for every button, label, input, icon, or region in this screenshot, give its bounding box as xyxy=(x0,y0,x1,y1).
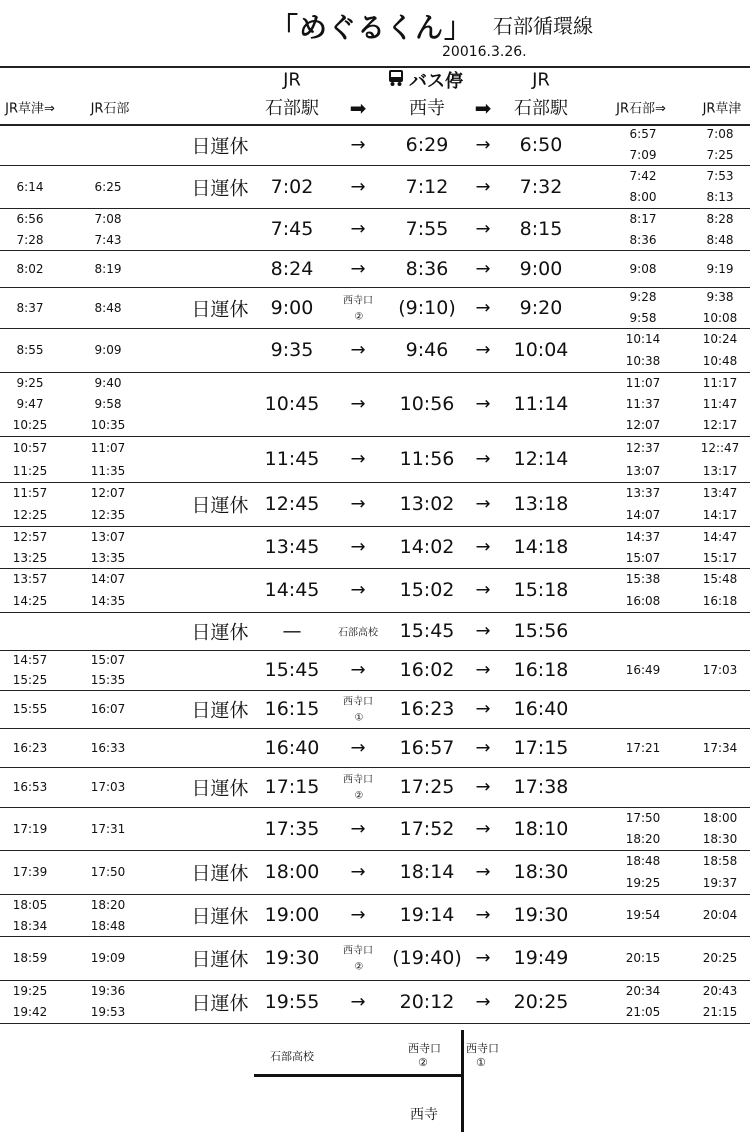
row-nishidera-time: 7:12 xyxy=(405,175,449,198)
row-arrow-2: → xyxy=(475,134,491,155)
row-ir: 16:49 xyxy=(625,663,661,677)
row-ishibe-arrival: 16:40 xyxy=(513,698,569,720)
col-header-jr-ishibe-right: JR石部⇒ xyxy=(616,101,666,117)
row-ishibe-departure: 17:15 xyxy=(264,776,320,798)
row-kr: 14:17 xyxy=(702,508,738,522)
row-no-sunday-note: 日運休 xyxy=(191,135,249,157)
row-ir: 8:36 xyxy=(629,232,657,247)
row-no-sunday-note: 日運休 xyxy=(191,862,249,885)
route-map xyxy=(240,1028,520,1132)
row-il: 19:36 xyxy=(90,983,126,998)
table-row-rule xyxy=(0,526,750,527)
row-ir: 17:21 xyxy=(625,740,661,755)
row-kr: 13:17 xyxy=(702,463,738,478)
row-kl: 17:39 xyxy=(12,865,48,879)
row-kl: 17:19 xyxy=(12,821,48,836)
row-kr: 16:18 xyxy=(702,594,738,608)
row-kl: 18:34 xyxy=(12,918,48,933)
row-arrow-1: → xyxy=(350,448,366,470)
table-row-rule xyxy=(0,936,750,937)
row-arrow-2: → xyxy=(475,737,491,758)
row-nishidera-time: 11:56 xyxy=(399,448,455,470)
row-ishibe-arrival: 18:10 xyxy=(513,817,569,840)
row-ishibe-departure: 12:45 xyxy=(264,493,320,515)
row-il: 14:07 xyxy=(90,572,126,586)
col-header-jr: JR xyxy=(283,69,301,91)
row-arrow-2: → xyxy=(475,258,491,279)
row-il: 10:35 xyxy=(90,418,126,433)
row-ishibe-arrival: 7:32 xyxy=(519,175,563,198)
row-arrow-2: → xyxy=(475,991,491,1012)
row-kr: 20:25 xyxy=(702,951,738,965)
row-arrow-1: → xyxy=(350,393,366,415)
table-row-rule xyxy=(0,1023,750,1024)
table-row-rule xyxy=(0,208,750,209)
row-kl: 8:37 xyxy=(16,300,44,315)
row-no-sunday-note: 日運休 xyxy=(191,177,249,199)
row-kl: 12:57 xyxy=(12,529,48,544)
row-ir: 7:42 xyxy=(629,168,657,183)
row-kl: 16:53 xyxy=(12,780,48,794)
row-il: 13:07 xyxy=(90,529,126,544)
row-nishidera-time: 19:14 xyxy=(399,904,455,926)
row-arrow-2: → xyxy=(475,579,491,601)
row-via-stop-name: 石部高校 xyxy=(338,627,378,639)
row-ishibe-arrival: 9:20 xyxy=(519,296,563,319)
row-kl: 13:57 xyxy=(12,572,48,586)
row-kr: 15:48 xyxy=(702,572,738,586)
row-kr: 7:08 xyxy=(706,127,734,142)
col-header-jr-ishibe-left: JR石部 xyxy=(90,101,130,117)
row-kl: 15:55 xyxy=(12,702,48,716)
col-header-ishibe-station: 石部駅 xyxy=(265,98,319,119)
row-arrow-2: → xyxy=(475,536,491,558)
row-il: 17:50 xyxy=(90,865,126,879)
row-arrow-2: → xyxy=(475,493,491,515)
row-il: 15:07 xyxy=(90,653,126,667)
table-row-rule xyxy=(0,287,750,288)
row-ishibe-departure: 19:55 xyxy=(264,990,320,1013)
row-kl: 9:25 xyxy=(16,375,44,390)
row-kr: 7:25 xyxy=(706,147,734,162)
row-ishibe-departure: 17:35 xyxy=(264,817,320,840)
row-nishidera-time: 15:02 xyxy=(399,579,455,601)
row-ir: 6:57 xyxy=(629,127,657,142)
row-ishibe-arrival: 18:30 xyxy=(513,861,569,883)
row-kr: 9:38 xyxy=(706,290,734,305)
row-arrow-1: → xyxy=(350,493,366,515)
row-nishidera-time: 8:36 xyxy=(405,257,449,280)
row-ir: 10:38 xyxy=(625,354,661,368)
row-ishibe-arrival: 11:14 xyxy=(513,393,569,415)
row-kr: 14:47 xyxy=(702,529,738,544)
row-via-stop-number: ② xyxy=(354,961,364,973)
row-ir: 9:58 xyxy=(629,310,657,325)
row-arrow-2: → xyxy=(475,339,491,361)
row-ishibe-arrival: 6:50 xyxy=(519,133,563,156)
row-kr: 20:43 xyxy=(702,983,738,998)
row-kr: 13:47 xyxy=(702,486,738,500)
row-ishibe-departure: 19:00 xyxy=(264,904,320,926)
row-no-sunday-note: 日運休 xyxy=(191,298,249,320)
row-nishidera-time: 18:14 xyxy=(399,861,455,883)
row-ir: 17:50 xyxy=(625,810,661,825)
row-ir: 21:05 xyxy=(625,1005,661,1020)
header-arrow-2: ➡ xyxy=(474,96,492,120)
table-row-rule xyxy=(0,690,750,691)
row-ir: 20:34 xyxy=(625,983,661,998)
row-ir: 18:48 xyxy=(625,854,661,868)
row-ishibe-departure: 15:45 xyxy=(264,659,320,681)
row-arrow-1: → xyxy=(350,904,366,926)
row-ishibe-arrival: 16:18 xyxy=(513,659,569,681)
row-no-sunday-note: 日運休 xyxy=(191,992,249,1014)
row-arrow-2: → xyxy=(475,698,491,720)
row-via-stop-name: 西寺口 xyxy=(343,696,373,708)
table-row-rule xyxy=(0,894,750,895)
row-kr: 10:24 xyxy=(702,332,738,346)
row-il: 18:48 xyxy=(90,918,126,933)
row-il: 11:07 xyxy=(90,440,126,455)
row-arrow-1: → xyxy=(350,737,366,758)
row-kl: 15:25 xyxy=(12,673,48,687)
row-il: 12:35 xyxy=(90,508,126,522)
row-il: 8:19 xyxy=(94,261,122,276)
col-header-jr-kusatsu-left: JR草津⇒ xyxy=(5,101,55,117)
row-ishibe-departure: 11:45 xyxy=(264,448,320,470)
row-kl: 6:56 xyxy=(16,211,44,226)
row-nishidera-time: 17:25 xyxy=(399,776,455,798)
map-label-nishideraguchi-2: 西寺口 xyxy=(408,1042,441,1055)
row-ir: 9:08 xyxy=(629,261,657,276)
map-label-nishideraguchi-1: 西寺口 xyxy=(466,1042,499,1055)
table-row-rule xyxy=(0,650,750,651)
row-kl: 14:57 xyxy=(12,653,48,667)
row-kr: 18:00 xyxy=(702,810,738,825)
row-nishidera-time: 15:45 xyxy=(399,620,455,642)
row-ir: 20:15 xyxy=(625,951,661,965)
row-ir: 13:07 xyxy=(625,463,661,478)
row-ishibe-departure: 16:15 xyxy=(264,698,320,720)
row-arrow-2: → xyxy=(475,904,491,926)
row-ishibe-departure: 18:00 xyxy=(264,861,320,883)
row-kr: 10:48 xyxy=(702,354,738,368)
row-ir: 8:17 xyxy=(629,211,657,226)
row-nishidera-time: 6:29 xyxy=(405,133,449,156)
col-header-jr-right: JR xyxy=(532,69,550,91)
row-ishibe-departure: 9:00 xyxy=(270,296,314,319)
row-kl: 11:25 xyxy=(12,463,48,478)
row-ir: 8:00 xyxy=(629,190,657,205)
row-kr: 17:34 xyxy=(702,740,738,755)
map-label-ishibe-high: 石部高校 xyxy=(270,1050,314,1063)
row-via-stop-name: 西寺口 xyxy=(343,774,373,786)
row-kl: 18:59 xyxy=(12,951,48,965)
row-ir: 18:20 xyxy=(625,832,661,847)
row-nishidera-time: 16:02 xyxy=(399,659,455,681)
row-il: 19:53 xyxy=(90,1005,126,1020)
row-il: 18:20 xyxy=(90,897,126,912)
map-stop-2: ② xyxy=(418,1056,428,1069)
row-ir: 15:07 xyxy=(625,550,661,565)
row-kr: 21:15 xyxy=(702,1005,738,1020)
row-kl: 10:25 xyxy=(12,418,48,433)
row-il: 9:09 xyxy=(94,343,122,357)
row-nishidera-time: 17:52 xyxy=(399,817,455,840)
row-nishidera-time: 16:23 xyxy=(399,698,455,720)
col-header-bus-stop: バス停 xyxy=(409,71,463,92)
row-arrow-1: → xyxy=(350,818,366,839)
row-kr: 20:04 xyxy=(702,908,738,922)
row-nishidera-time: 7:55 xyxy=(405,218,449,240)
row-kr: 8:28 xyxy=(706,211,734,226)
row-kl: 16:23 xyxy=(12,740,48,755)
row-arrow-1: → xyxy=(350,991,366,1012)
row-il: 7:43 xyxy=(94,232,122,247)
row-no-sunday-note: 日運休 xyxy=(191,777,249,800)
row-via-stop-number: ② xyxy=(354,790,364,802)
row-kr: 17:03 xyxy=(702,663,738,677)
row-il: 16:33 xyxy=(90,740,126,755)
row-kr: 18:30 xyxy=(702,832,738,847)
row-ir: 10:14 xyxy=(625,332,661,346)
row-ir: 19:54 xyxy=(625,908,661,922)
row-no-sunday-note: 日運休 xyxy=(191,905,249,928)
row-arrow-2: → xyxy=(475,776,491,798)
row-kr: 19:37 xyxy=(702,876,738,890)
table-row-rule xyxy=(0,807,750,808)
row-kl: 18:05 xyxy=(12,897,48,912)
table-row-rule xyxy=(0,568,750,569)
row-ir: 14:07 xyxy=(625,508,661,522)
row-no-sunday-note: 日運休 xyxy=(191,621,249,644)
header-rule xyxy=(0,124,750,126)
table-row-rule xyxy=(0,850,750,851)
row-nishidera-time: 14:02 xyxy=(399,536,455,558)
row-arrow-1: → xyxy=(350,218,366,240)
row-kl: 9:47 xyxy=(16,397,44,411)
row-arrow-1: → xyxy=(350,134,366,155)
row-ishibe-arrival: 19:49 xyxy=(513,947,569,969)
row-arrow-2: → xyxy=(475,620,491,642)
row-kl: 19:42 xyxy=(12,1005,48,1020)
table-row-rule xyxy=(0,728,750,729)
row-il: 17:31 xyxy=(90,821,126,836)
road-horizontal xyxy=(254,1074,464,1077)
row-kl: 10:57 xyxy=(12,440,48,455)
row-nishidera-time: 16:57 xyxy=(399,736,455,759)
row-kr: 7:53 xyxy=(706,168,734,183)
row-ir: 9:28 xyxy=(629,290,657,305)
row-ishibe-departure: 14:45 xyxy=(264,579,320,601)
row-arrow-2: → xyxy=(475,176,491,197)
row-arrow-1: → xyxy=(350,258,366,279)
row-ishibe-arrival: 12:14 xyxy=(513,448,569,470)
row-ishibe-arrival: 15:56 xyxy=(513,620,569,642)
row-via-stop-number: ① xyxy=(354,712,364,724)
row-ishibe-arrival: 9:00 xyxy=(519,257,563,280)
table-rule xyxy=(0,66,750,68)
revision-date: 20016.3.26. xyxy=(442,44,527,60)
row-arrow-2: → xyxy=(475,218,491,240)
row-nishidera-time: (19:40) xyxy=(392,947,462,969)
row-no-sunday-note: 日運休 xyxy=(191,948,249,971)
row-kl: 11:57 xyxy=(12,486,48,500)
row-via-stop-name: 西寺口 xyxy=(343,295,373,306)
row-kl: 13:25 xyxy=(12,550,48,565)
row-ishibe-arrival: 10:04 xyxy=(513,339,569,361)
row-ishibe-departure: 13:45 xyxy=(264,536,320,558)
row-il: 17:03 xyxy=(90,780,126,794)
timetable xyxy=(0,66,750,1020)
row-ishibe-arrival: 20:25 xyxy=(513,990,569,1013)
table-row-rule xyxy=(0,436,750,437)
row-nishidera-time: 10:56 xyxy=(399,393,455,415)
col-header-jr-kusatsu-right: JR草津 xyxy=(702,101,742,117)
row-arrow-1: → xyxy=(350,176,366,197)
row-il: 19:09 xyxy=(90,951,126,965)
row-il: 6:25 xyxy=(94,179,122,194)
col-header-nishidera: 西寺 xyxy=(409,98,445,119)
table-row-rule xyxy=(0,767,750,768)
row-kl: 6:14 xyxy=(16,179,44,194)
row-ishibe-arrival: 19:30 xyxy=(513,904,569,926)
row-ir: 19:25 xyxy=(625,876,661,890)
row-arrow-2: → xyxy=(475,448,491,470)
row-kr: 12::47 xyxy=(700,440,740,455)
row-kr: 11:47 xyxy=(702,397,738,411)
row-kr: 8:48 xyxy=(706,232,734,247)
row-il: 15:35 xyxy=(90,673,126,687)
table-row-rule xyxy=(0,165,750,166)
table-row-rule xyxy=(0,328,750,329)
row-ir: 13:37 xyxy=(625,486,661,500)
row-arrow-1: → xyxy=(350,659,366,681)
row-il: 13:35 xyxy=(90,550,126,565)
row-no-sunday-note: 日運休 xyxy=(191,494,249,517)
row-ishibe-departure: 10:45 xyxy=(264,393,320,415)
row-kr: 9:19 xyxy=(706,261,734,276)
row-kl: 8:55 xyxy=(16,343,44,357)
header-arrow-1: ➡ xyxy=(349,96,367,120)
row-il: 14:35 xyxy=(90,594,126,608)
table-row-rule xyxy=(0,612,750,613)
row-kr: 15:17 xyxy=(702,550,738,565)
row-arrow-2: → xyxy=(475,818,491,839)
row-arrow-2: → xyxy=(475,659,491,681)
row-nishidera-time: 13:02 xyxy=(399,493,455,515)
row-ir: 7:09 xyxy=(629,147,657,162)
row-ir: 15:38 xyxy=(625,572,661,586)
row-il: 7:08 xyxy=(94,211,122,226)
col-header-ishibe-station-right: 石部駅 xyxy=(514,98,568,119)
row-kl: 12:25 xyxy=(12,508,48,522)
row-kl: 14:25 xyxy=(12,594,48,608)
row-ir: 14:37 xyxy=(625,529,661,544)
row-kl: 7:28 xyxy=(16,232,44,247)
row-kr: 8:13 xyxy=(706,190,734,205)
road-vertical xyxy=(461,1030,464,1132)
table-row-rule xyxy=(0,250,750,251)
row-il: 11:35 xyxy=(90,463,126,478)
row-kl: 19:25 xyxy=(12,983,48,998)
row-ishibe-departure: 9:35 xyxy=(270,339,314,361)
row-ishibe-arrival: 13:18 xyxy=(513,493,569,515)
row-ir: 12:07 xyxy=(625,418,661,433)
table-row-rule xyxy=(0,372,750,373)
map-label-nishidera: 西寺 xyxy=(410,1107,438,1123)
row-arrow-2: → xyxy=(475,297,491,318)
row-nishidera-time: (9:10) xyxy=(398,296,456,319)
bus-icon xyxy=(387,69,405,91)
row-il: 16:07 xyxy=(90,702,126,716)
row-ishibe-arrival: 15:18 xyxy=(513,579,569,601)
table-row-rule xyxy=(0,482,750,483)
row-ir: 11:37 xyxy=(625,397,661,411)
row-arrow-2: → xyxy=(475,393,491,415)
row-nishidera-time: 20:12 xyxy=(399,990,455,1013)
row-arrow-1: → xyxy=(350,579,366,601)
row-no-sunday-note: 日運休 xyxy=(191,699,249,722)
row-il: 9:58 xyxy=(94,397,122,411)
row-kr: 10:08 xyxy=(702,310,738,325)
row-arrow-1: → xyxy=(350,536,366,558)
row-via-stop-number: ② xyxy=(354,311,364,322)
map-stop-1: ① xyxy=(476,1056,486,1069)
row-kr: 18:58 xyxy=(702,854,738,868)
row-il: 9:40 xyxy=(94,375,122,390)
row-kr: 12:17 xyxy=(702,418,738,433)
row-via-stop-name: 西寺口 xyxy=(343,945,373,957)
row-arrow-2: → xyxy=(475,861,491,883)
row-ishibe-arrival: 8:15 xyxy=(519,218,563,240)
row-ishibe-departure: 19:30 xyxy=(264,947,320,969)
row-ishibe-arrival: 14:18 xyxy=(513,536,569,558)
row-ishibe-departure: 7:45 xyxy=(270,218,314,240)
row-ir: 12:37 xyxy=(625,440,661,455)
page-title: 「めぐるくん」 xyxy=(270,11,474,44)
row-kl: 8:02 xyxy=(16,261,44,276)
row-arrow-1: → xyxy=(350,861,366,883)
row-ishibe-departure: — xyxy=(282,620,302,642)
row-ir: 16:08 xyxy=(625,594,661,608)
row-ishibe-departure: 16:40 xyxy=(264,736,320,759)
row-nishidera-time: 9:46 xyxy=(405,339,449,361)
row-ir: 11:07 xyxy=(625,375,661,390)
table-row-rule xyxy=(0,980,750,981)
row-arrow-2: → xyxy=(475,947,491,969)
row-ishibe-arrival: 17:38 xyxy=(513,776,569,798)
row-il: 8:48 xyxy=(94,300,122,315)
row-kr: 11:17 xyxy=(702,375,738,390)
route-name: 石部循環線 xyxy=(493,14,593,38)
row-il: 12:07 xyxy=(90,486,126,500)
row-ishibe-departure: 8:24 xyxy=(270,257,314,280)
row-ishibe-departure: 7:02 xyxy=(270,175,314,198)
row-ishibe-arrival: 17:15 xyxy=(513,736,569,759)
row-arrow-1: → xyxy=(350,339,366,361)
